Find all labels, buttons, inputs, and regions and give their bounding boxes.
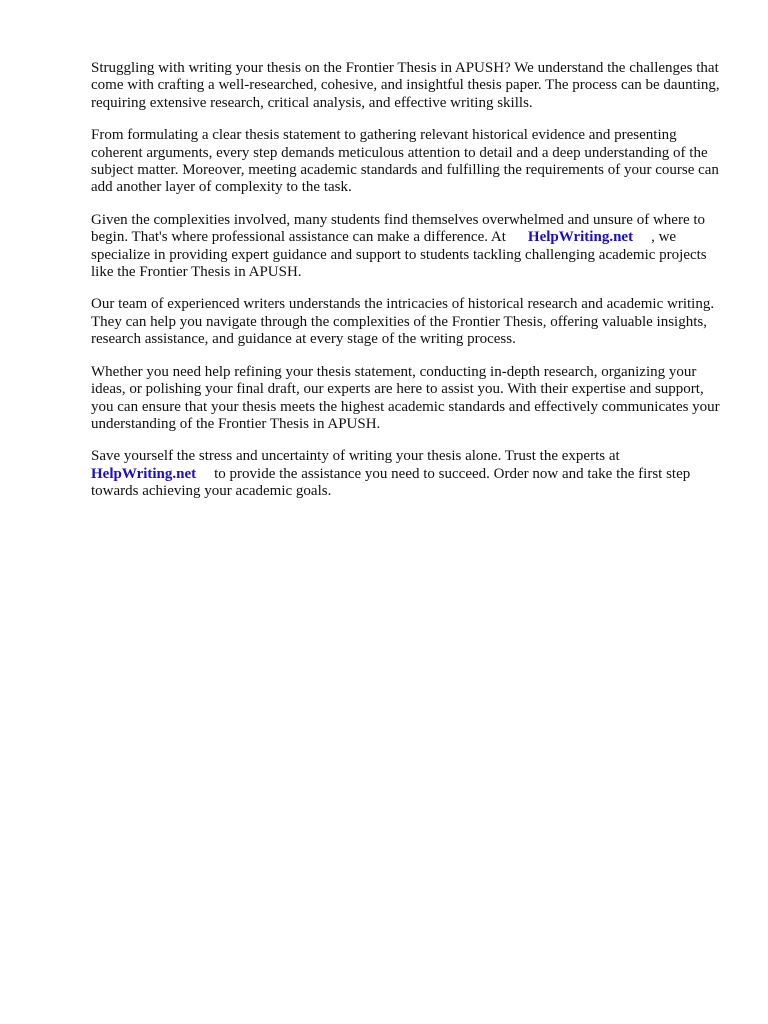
paragraph-closing-before: Save yourself the stress and uncertainty of writing your thesis alone. Trust the experts at — [91, 448, 620, 465]
paragraph-services: Whether you need help refining your thesis statement, conducting in-depth research, organizing your ideas, or polishing your final draft, our experts are here to assist you. With their expertise and support, you can ensure that your thesis meets the highest academic standards and effectively communicates your understanding of the Frontier Thesis in APUSH. — [91, 363, 720, 432]
paragraph-challenges: From formulating a clear thesis statement to gathering relevant historical evidence and presenting coherent arguments, every step demands meticulous attention to detail and a deep understanding of the subject matter. Moreover, meeting academic standards and fulfilling the requirements of your course can add another layer of complexity to the task. — [91, 127, 719, 196]
paragraph-closing — [91, 448, 721, 500]
paragraph-assistance-before: Given the complexities involved, many students find themselves overwhelmed and unsure of where to begin. That's where professional assistance can make a difference. At — [91, 211, 706, 246]
helpwriting-link-closing[interactable]: HelpWriting.net — [91, 465, 197, 482]
paragraph-assistance-after: , we specialize in providing expert guidance and support to students tackling challenging academic projects like the Frontier Thesis in APUSH. — [91, 229, 707, 281]
helpwriting-link[interactable]: HelpWriting.net — [527, 229, 634, 246]
paragraph-assistance — [91, 212, 721, 282]
paragraph-intro: Struggling with writing your thesis on the Frontier Thesis in APUSH? We understand the challenges that come with crafting a well-researched, cohesive, and insightful thesis paper. The process can be daunting, requiring extensive research, critical analysis, and effective writing skills. — [91, 60, 720, 111]
paragraph-team: Our team of experienced writers understands the intricacies of historical research and academic writing. They can help you navigate through the complexities of the Frontier Thesis, offering valuable insights, research assistance, and guidance at every stage of the writing process. — [91, 296, 715, 348]
paragraph-closing-after: to provide the assistance you need to succeed. Order now and take the first step towards achieving your academic goals. — [91, 465, 691, 500]
document-body — [91, 60, 721, 516]
